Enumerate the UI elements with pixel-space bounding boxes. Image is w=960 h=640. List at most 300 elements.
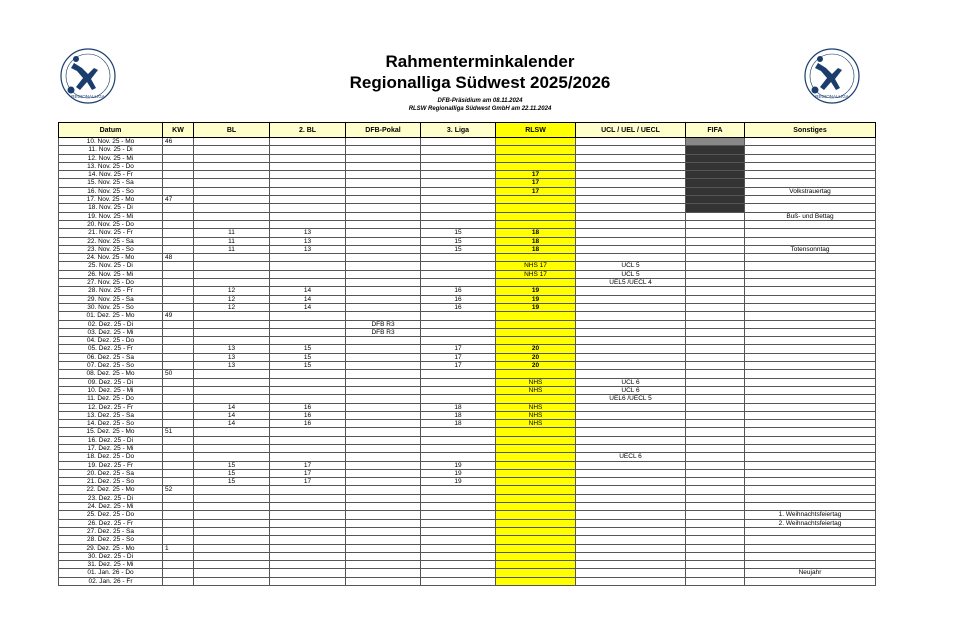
cell-3liga (421, 519, 496, 527)
cell-kw (163, 561, 194, 569)
cell-3liga (421, 320, 496, 328)
approval-note-rlsw: RLSW Regionalliga Südwest GmbH am 22.11.2024 (408, 106, 552, 112)
cell-2bl (270, 453, 346, 461)
cell-ucl-uel-uecl (576, 179, 686, 187)
cell-datum: 26. Nov. 25 - Mi (59, 270, 163, 278)
table-row (59, 220, 876, 228)
cell-rlsw (496, 511, 576, 519)
cell-bl (194, 370, 270, 378)
cell-ucl-uel-uecl (576, 154, 686, 162)
cell-rlsw: 20 (496, 353, 576, 361)
column-header-kw: KW (163, 123, 194, 138)
table-row (59, 536, 876, 544)
cell-bl (194, 577, 270, 585)
page-subtitle: Regionalliga Südwest 2025/2026 (349, 73, 611, 92)
cell-datum: 18. Nov. 25 - Di (59, 204, 163, 212)
cell-kw (163, 527, 194, 535)
cell-2bl: 13 (270, 245, 346, 253)
cell-3liga (421, 146, 496, 154)
cell-ucl-uel-uecl (576, 478, 686, 486)
cell-bl (194, 395, 270, 403)
cell-sonstiges: 1. Weihnachtsfeiertag (745, 511, 876, 519)
cell-ucl-uel-uecl: UECL 6 (576, 453, 686, 461)
cell-ucl-uel-uecl (576, 138, 686, 146)
table-row (59, 353, 876, 361)
cell-fifa (686, 353, 745, 361)
cell-dfb-pokal (346, 337, 421, 345)
cell-fifa (686, 503, 745, 511)
cell-datum: 05. Dez. 25 - Fr (59, 345, 163, 353)
cell-dfb-pokal (346, 270, 421, 278)
cell-3liga (421, 171, 496, 179)
cell-datum: 29. Nov. 25 - Sa (59, 295, 163, 303)
cell-dfb-pokal (346, 345, 421, 353)
cell-rlsw (496, 486, 576, 494)
cell-2bl: 17 (270, 469, 346, 477)
cell-2bl (270, 262, 346, 270)
table-row (59, 237, 876, 245)
cell-3liga (421, 561, 496, 569)
cell-dfb-pokal (346, 187, 421, 195)
cell-fifa (686, 362, 745, 370)
cell-bl (194, 204, 270, 212)
cell-fifa (686, 328, 745, 336)
cell-2bl: 16 (270, 420, 346, 428)
cell-datum: 15. Nov. 25 - Sa (59, 179, 163, 187)
cell-2bl (270, 436, 346, 444)
cell-3liga (421, 453, 496, 461)
cell-dfb-pokal (346, 146, 421, 154)
cell-fifa (686, 245, 745, 253)
cell-3liga (421, 196, 496, 204)
cell-datum: 27. Dez. 25 - Sa (59, 527, 163, 535)
cell-kw (163, 303, 194, 311)
cell-ucl-uel-uecl (576, 312, 686, 320)
cell-datum: 12. Nov. 25 - Mi (59, 154, 163, 162)
cell-3liga (421, 386, 496, 394)
cell-sonstiges (745, 279, 876, 287)
cell-ucl-uel-uecl (576, 146, 686, 154)
cell-kw (163, 436, 194, 444)
cell-bl (194, 527, 270, 535)
cell-rlsw (496, 552, 576, 560)
table-row (59, 171, 876, 179)
cell-bl: 11 (194, 237, 270, 245)
cell-datum: 06. Dez. 25 - Sa (59, 353, 163, 361)
cell-datum: 03. Dez. 25 - Mi (59, 328, 163, 336)
cell-2bl (270, 552, 346, 560)
cell-2bl: 17 (270, 461, 346, 469)
cell-fifa (686, 519, 745, 527)
cell-fifa (686, 469, 745, 477)
cell-sonstiges (745, 328, 876, 336)
cell-fifa (686, 295, 745, 303)
cell-kw (163, 411, 194, 419)
cell-datum: 28. Nov. 25 - Fr (59, 287, 163, 295)
cell-ucl-uel-uecl (576, 287, 686, 295)
cell-dfb-pokal (346, 171, 421, 179)
table-row (59, 337, 876, 345)
cell-ucl-uel-uecl (576, 469, 686, 477)
approval-note-dfb: DFB-Präsidium am 08.11.2024 (437, 98, 523, 104)
cell-3liga (421, 254, 496, 262)
cell-dfb-pokal (346, 403, 421, 411)
cell-bl (194, 328, 270, 336)
cell-fifa (686, 552, 745, 560)
cell-ucl-uel-uecl (576, 486, 686, 494)
cell-ucl-uel-uecl (576, 552, 686, 560)
cell-rlsw: 17 (496, 171, 576, 179)
cell-fifa (686, 403, 745, 411)
cell-kw (163, 395, 194, 403)
cell-ucl-uel-uecl (576, 171, 686, 179)
cell-kw: 52 (163, 486, 194, 494)
cell-fifa (686, 146, 745, 154)
cell-sonstiges (745, 270, 876, 278)
cell-2bl (270, 561, 346, 569)
cell-dfb-pokal (346, 287, 421, 295)
cell-dfb-pokal (346, 536, 421, 544)
cell-sonstiges (745, 337, 876, 345)
cell-datum: 02. Jan. 26 - Fr (59, 577, 163, 585)
cell-sonstiges (745, 461, 876, 469)
cell-3liga: 18 (421, 420, 496, 428)
cell-ucl-uel-uecl (576, 229, 686, 237)
cell-datum: 26. Dez. 25 - Fr (59, 519, 163, 527)
cell-rlsw (496, 577, 576, 585)
cell-2bl: 16 (270, 403, 346, 411)
cell-bl (194, 212, 270, 220)
cell-ucl-uel-uecl (576, 511, 686, 519)
cell-kw (163, 287, 194, 295)
cell-2bl (270, 196, 346, 204)
cell-kw (163, 420, 194, 428)
cell-fifa (686, 569, 745, 577)
cell-fifa (686, 287, 745, 295)
cell-rlsw: 18 (496, 237, 576, 245)
cell-rlsw (496, 204, 576, 212)
table-row (59, 328, 876, 336)
cell-bl (194, 146, 270, 154)
page-title: Rahmenterminkalender (385, 52, 575, 71)
cell-bl (194, 162, 270, 170)
column-header-datum: Datum (59, 123, 163, 138)
table-row (59, 411, 876, 419)
column-header-rlsw: RLSW (496, 123, 576, 138)
cell-sonstiges (745, 478, 876, 486)
cell-datum: 27. Nov. 25 - Do (59, 279, 163, 287)
cell-3liga: 17 (421, 353, 496, 361)
cell-2bl: 16 (270, 411, 346, 419)
cell-sonstiges (745, 295, 876, 303)
cell-ucl-uel-uecl (576, 187, 686, 195)
cell-fifa (686, 270, 745, 278)
cell-sonstiges (745, 403, 876, 411)
cell-sonstiges (745, 254, 876, 262)
cell-2bl (270, 503, 346, 511)
cell-kw: 48 (163, 254, 194, 262)
cell-3liga (421, 378, 496, 386)
cell-dfb-pokal (346, 444, 421, 452)
table-row (59, 469, 876, 477)
cell-3liga (421, 503, 496, 511)
cell-rlsw (496, 254, 576, 262)
cell-bl: 14 (194, 411, 270, 419)
cell-datum: 24. Nov. 25 - Mo (59, 254, 163, 262)
cell-dfb-pokal (346, 245, 421, 253)
cell-2bl: 15 (270, 362, 346, 370)
cell-sonstiges (745, 370, 876, 378)
table-row (59, 478, 876, 486)
cell-dfb-pokal (346, 486, 421, 494)
table-row (59, 345, 876, 353)
column-header-2bl: 2. BL (270, 123, 346, 138)
cell-fifa (686, 536, 745, 544)
table-row (59, 461, 876, 469)
table-row (59, 569, 876, 577)
cell-bl: 14 (194, 420, 270, 428)
table-row (59, 179, 876, 187)
table-row (59, 362, 876, 370)
cell-ucl-uel-uecl (576, 561, 686, 569)
cell-sonstiges (745, 220, 876, 228)
cell-datum: 21. Dez. 25 - So (59, 478, 163, 486)
cell-fifa (686, 303, 745, 311)
cell-2bl (270, 519, 346, 527)
cell-dfb-pokal (346, 362, 421, 370)
cell-ucl-uel-uecl (576, 519, 686, 527)
cell-2bl (270, 428, 346, 436)
cell-2bl (270, 386, 346, 394)
cell-bl (194, 536, 270, 544)
cell-sonstiges (745, 561, 876, 569)
cell-sonstiges (745, 320, 876, 328)
cell-ucl-uel-uecl (576, 196, 686, 204)
cell-2bl (270, 171, 346, 179)
cell-bl (194, 386, 270, 394)
cell-kw (163, 320, 194, 328)
cell-sonstiges: 2. Weihnachtsfeiertag (745, 519, 876, 527)
table-row (59, 486, 876, 494)
cell-rlsw: NHS (496, 420, 576, 428)
cell-fifa (686, 577, 745, 585)
cell-sonstiges (745, 503, 876, 511)
cell-sonstiges (745, 378, 876, 386)
table-row (59, 428, 876, 436)
cell-bl (194, 561, 270, 569)
cell-rlsw (496, 370, 576, 378)
cell-datum: 22. Nov. 25 - Sa (59, 237, 163, 245)
cell-fifa (686, 138, 745, 146)
cell-dfb-pokal (346, 378, 421, 386)
cell-dfb-pokal (346, 279, 421, 287)
cell-kw (163, 345, 194, 353)
cell-rlsw (496, 527, 576, 535)
cell-rlsw: NHS 17 (496, 262, 576, 270)
cell-fifa (686, 204, 745, 212)
cell-fifa (686, 337, 745, 345)
cell-kw: 49 (163, 312, 194, 320)
cell-fifa (686, 370, 745, 378)
cell-rlsw (496, 328, 576, 336)
cell-rlsw (496, 519, 576, 527)
cell-ucl-uel-uecl (576, 420, 686, 428)
cell-2bl (270, 162, 346, 170)
cell-bl (194, 519, 270, 527)
table-row (59, 527, 876, 535)
cell-ucl-uel-uecl (576, 204, 686, 212)
cell-sonstiges (745, 229, 876, 237)
cell-sonstiges (745, 171, 876, 179)
cell-rlsw (496, 478, 576, 486)
cell-kw (163, 262, 194, 270)
cell-kw: 50 (163, 370, 194, 378)
cell-dfb-pokal (346, 527, 421, 535)
cell-sonstiges (745, 154, 876, 162)
table-row (59, 494, 876, 502)
cell-2bl (270, 187, 346, 195)
cell-rlsw (496, 337, 576, 345)
cell-3liga: 15 (421, 237, 496, 245)
cell-datum: 10. Nov. 25 - Mo (59, 138, 163, 146)
cell-fifa (686, 428, 745, 436)
cell-dfb-pokal (346, 461, 421, 469)
cell-sonstiges (745, 345, 876, 353)
cell-2bl (270, 395, 346, 403)
cell-kw (163, 536, 194, 544)
table-row (59, 229, 876, 237)
cell-bl (194, 503, 270, 511)
cell-dfb-pokal (346, 262, 421, 270)
cell-2bl (270, 511, 346, 519)
cell-datum: 20. Dez. 25 - Sa (59, 469, 163, 477)
cell-datum: 14. Nov. 25 - Fr (59, 171, 163, 179)
cell-fifa (686, 511, 745, 519)
cell-sonstiges: Buß- und Bettag (745, 212, 876, 220)
cell-dfb-pokal (346, 386, 421, 394)
cell-sonstiges (745, 146, 876, 154)
cell-3liga: 16 (421, 303, 496, 311)
cell-rlsw: 18 (496, 245, 576, 253)
logo-text-left: REGIONALLIGA (71, 94, 105, 99)
cell-2bl: 17 (270, 478, 346, 486)
cell-ucl-uel-uecl (576, 337, 686, 345)
cell-rlsw (496, 395, 576, 403)
cell-2bl: 15 (270, 345, 346, 353)
cell-rlsw (496, 212, 576, 220)
cell-fifa (686, 154, 745, 162)
cell-bl (194, 486, 270, 494)
cell-bl (194, 337, 270, 345)
cell-kw (163, 362, 194, 370)
cell-3liga (421, 444, 496, 452)
cell-3liga (421, 577, 496, 585)
cell-2bl: 13 (270, 237, 346, 245)
cell-3liga (421, 569, 496, 577)
cell-kw (163, 212, 194, 220)
cell-rlsw: NHS 17 (496, 270, 576, 278)
cell-rlsw (496, 428, 576, 436)
cell-datum: 15. Dez. 25 - Mo (59, 428, 163, 436)
cell-sonstiges (745, 577, 876, 585)
cell-ucl-uel-uecl (576, 444, 686, 452)
cell-ucl-uel-uecl (576, 370, 686, 378)
cell-dfb-pokal (346, 220, 421, 228)
table-row (59, 453, 876, 461)
table-row (59, 303, 876, 311)
schedule-table (58, 122, 876, 586)
cell-2bl (270, 370, 346, 378)
logo-text-right: REGIONALLIGA (815, 94, 849, 99)
cell-rlsw (496, 561, 576, 569)
cell-3liga (421, 328, 496, 336)
table-row (59, 295, 876, 303)
table-row (59, 254, 876, 262)
cell-3liga (421, 220, 496, 228)
cell-bl (194, 254, 270, 262)
table-row (59, 279, 876, 287)
cell-datum: 28. Dez. 25 - So (59, 536, 163, 544)
cell-2bl (270, 544, 346, 552)
cell-dfb-pokal: DFB R3 (346, 328, 421, 336)
cell-rlsw (496, 312, 576, 320)
cell-ucl-uel-uecl: UEL6 /UECL 5 (576, 395, 686, 403)
cell-3liga (421, 204, 496, 212)
cell-datum: 19. Nov. 25 - Mi (59, 212, 163, 220)
cell-ucl-uel-uecl (576, 245, 686, 253)
cell-2bl: 14 (270, 295, 346, 303)
cell-fifa (686, 420, 745, 428)
cell-kw (163, 146, 194, 154)
cell-kw (163, 503, 194, 511)
cell-ucl-uel-uecl: UCL 5 (576, 270, 686, 278)
cell-ucl-uel-uecl (576, 503, 686, 511)
cell-dfb-pokal (346, 312, 421, 320)
cell-datum: 24. Dez. 25 - Mi (59, 503, 163, 511)
cell-dfb-pokal (346, 229, 421, 237)
cell-3liga: 15 (421, 245, 496, 253)
cell-3liga (421, 511, 496, 519)
cell-kw (163, 171, 194, 179)
cell-fifa (686, 395, 745, 403)
table-row (59, 386, 876, 394)
cell-bl (194, 428, 270, 436)
cell-2bl: 15 (270, 353, 346, 361)
cell-ucl-uel-uecl (576, 345, 686, 353)
cell-sonstiges (745, 428, 876, 436)
cell-sonstiges (745, 411, 876, 419)
cell-dfb-pokal (346, 138, 421, 146)
table-row (59, 154, 876, 162)
cell-2bl (270, 154, 346, 162)
cell-fifa (686, 220, 745, 228)
cell-ucl-uel-uecl (576, 328, 686, 336)
cell-fifa (686, 212, 745, 220)
cell-ucl-uel-uecl (576, 428, 686, 436)
cell-kw (163, 204, 194, 212)
cell-bl: 12 (194, 287, 270, 295)
cell-2bl (270, 577, 346, 585)
cell-bl (194, 312, 270, 320)
cell-ucl-uel-uecl (576, 461, 686, 469)
cell-rlsw (496, 453, 576, 461)
cell-bl (194, 220, 270, 228)
column-header-sonstiges: Sonstiges (745, 123, 876, 138)
cell-rlsw (496, 536, 576, 544)
cell-fifa (686, 312, 745, 320)
cell-bl (194, 320, 270, 328)
cell-2bl (270, 179, 346, 187)
